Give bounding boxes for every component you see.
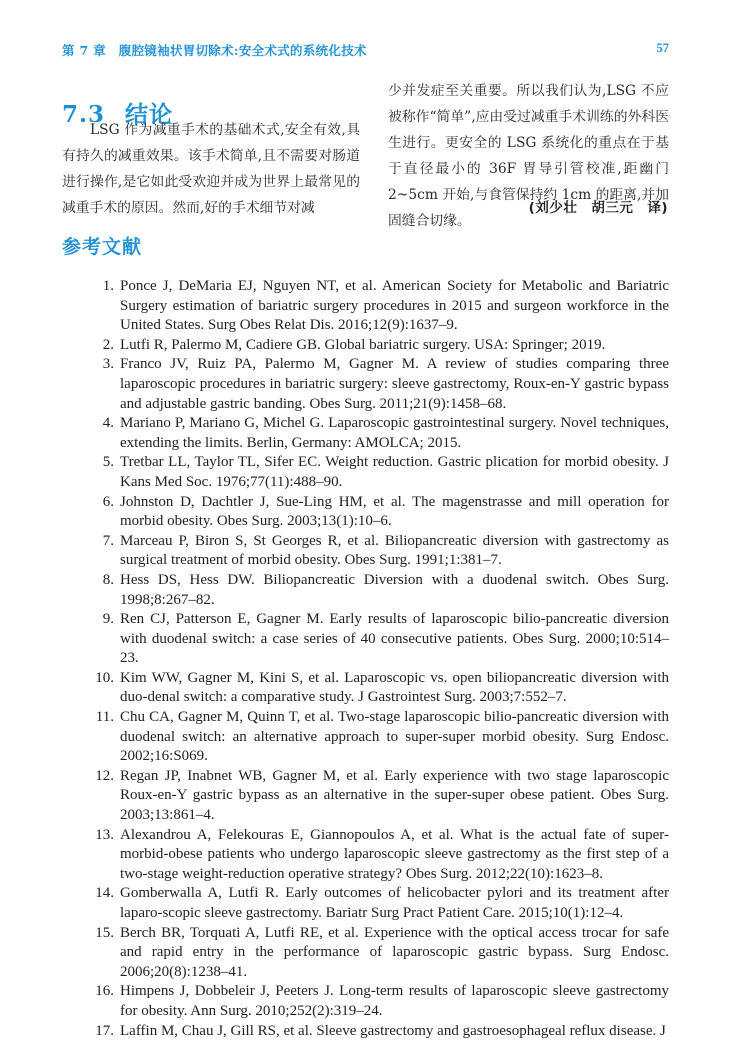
reference-number: 16.: [95, 983, 114, 1000]
reference-number: 9.: [102, 611, 114, 628]
reference-text: Regan JP, Inabnet WB, Gagner M, et al. Early experience with two stage laparoscopic Roux-en-Y gastric bypass as an alternative in the super-super obese patient. Obes Surg. 2003;13:861–4.: [120, 767, 669, 824]
reference-number: 15.: [95, 924, 114, 941]
translator-credit: (刘少壮 胡三元 译): [528, 200, 668, 216]
reference-number: 8.: [102, 571, 114, 588]
section-title: 结论: [125, 101, 174, 128]
reference-number: 1.: [102, 278, 114, 294]
references-heading: 参考文献: [62, 236, 143, 258]
reference-text: Johnston D, Dachtler J, Sue-Ling HM, et al. The magenstrasse and mill operation for morbid obesity. Obes Surg. 2003;13(1):10–6.: [120, 493, 669, 530]
reference-item: [84, 826, 669, 885]
reference-item: [84, 1022, 669, 1041]
page-number: 57: [656, 41, 669, 55]
reference-number: 7.: [102, 532, 114, 549]
reference-item: [84, 708, 669, 767]
reference-number: 4.: [102, 415, 114, 432]
reference-text: Franco JV, Ruiz PA, Palermo M, Gagner M. A review of studies comparing three laparoscopic procedures in bariatric surgery: sleeve gastrectomy, Roux-en-Y gastric bypass and adjustable gastric banding. Obes Surg. 2011;21(9):1458–68.: [120, 356, 669, 412]
reference-text: Lutfi R, Palermo M, Cadiere GB. Global bariatric surgery. USA: Springer; 2019.: [120, 336, 606, 353]
reference-text: Chu CA, Gagner M, Quinn T, et al. Two-stage laparoscopic bilio-pancreatic diversion with duodenal switch: an alternative approach to super-super morbid obesity. Surg Endosc. 2002;16:S069.: [120, 709, 669, 765]
body-column-left: [62, 117, 360, 221]
reference-text: Tretbar LL, Taylor TL, Sifer EC. Weight reduction. Gastric plication for morbid obesity. J Kans Med Soc. 1976;77(11):488–90.: [120, 454, 669, 490]
reference-number: 17.: [95, 1022, 114, 1039]
reference-number: 5.: [102, 454, 114, 471]
reference-number: 6.: [102, 493, 114, 510]
reference-text: Laffin M, Chau J, Gill RS, et al. Sleeve gastrectomy and gastroesophageal reflux disease. J: [120, 1022, 666, 1039]
reference-item: [84, 982, 669, 1021]
reference-item: [84, 355, 669, 414]
reference-item: [84, 924, 669, 983]
running-header: [62, 41, 668, 61]
reference-text: Gomberwalla A, Lutfi R. Early outcomes of helicobacter pylori and its treatment after laparo-scopic sleeve gastrectomy. Bariatr Surg Pract Patient Care. 2015;10(1):12–4.: [120, 885, 669, 921]
reference-text: Ren CJ, Patterson E, Gagner M. Early results of laparoscopic bilio-pancreatic diversion with duodenal switch: a case series of 40 consecutive patients. Obes Surg. 2000;10:514–23.: [120, 611, 669, 667]
reference-item: [84, 493, 669, 532]
reference-text: Himpens J, Dobbeleir J, Peeters J. Long-term results of laparoscopic sleeve gastrectomy for obesity. Ann Surg. 2010;252(2):319–24.: [120, 983, 669, 1019]
reference-number: 14.: [95, 885, 114, 902]
reference-text: Berch BR, Torquati A, Lutfi RE, et al. Experience with the optical access trocar for safe and rapid entry in the performance of laparoscopic gastric bypass. Surg Endosc. 2006;20(8):1238–41.: [120, 924, 669, 980]
reference-item: [84, 610, 669, 669]
reference-number: 11.: [95, 709, 114, 726]
reference-number: 2.: [102, 336, 114, 353]
reference-text: Hess DS, Hess DW. Biliopancreatic Diversion with a duodenal switch. Obes Surg. 1998;8:267–82.: [120, 571, 669, 608]
conclusion-paragraph-part1: LSG 作为减重手术的基础术式,安全有效,具有持久的减重效果。该手术简单,且不需要对肠道进行操作,是它如此受欢迎并成为世界上最常见的减重手术的原因。然而,好的手术细节对减: [62, 122, 360, 216]
reference-text: Marceau P, Biron S, St Georges R, et al. Biliopancreatic diversion with gastrectomy as surgical treatment of morbid obesity. Obes Surg. 1991;1:381–7.: [120, 532, 669, 569]
reference-number: 3.: [102, 356, 114, 373]
conclusion-paragraph-part2: 少并发症至关重要。所以我们认为,LSG 不应被称作“简单”,应由受过减重手术训练的外科医生进行。更安全的 LSG 系统化的重点在于基于直径最小的 36F 胃导引管校准,距幽门 2~5cm 开始,与食管保持约 1cm 的距离,并加固缝合切缘。: [388, 83, 669, 229]
reference-number: 10.: [95, 669, 114, 686]
section-number: 7.3: [62, 101, 106, 128]
reference-text: Kim WW, Gagner M, Kini S, et al. Laparoscopic vs. open biliopancreatic diversion with duo-denal switch: a comparative study. J Gastrointest Surg. 2003;7:552–7.: [120, 669, 669, 706]
reference-item: [84, 767, 669, 826]
reference-number: 12.: [95, 767, 114, 784]
reference-item: [84, 571, 669, 610]
reference-item: [84, 336, 669, 356]
reference-text: Ponce J, DeMaria EJ, Nguyen NT, et al. American Society for Metabolic and Bariatric Surgery estimation of bariatric surgery procedures in 2015 and surgeon workforce in the United States. Surg Obes Relat Dis. 2016;12(9):1637–9.: [120, 278, 669, 334]
reference-item: [84, 453, 669, 492]
reference-item: [84, 884, 669, 923]
references-list: [84, 277, 669, 1041]
reference-text: Mariano P, Mariano G, Michel G. Laparoscopic gastrointestinal surgery. Novel techniques, extending the limits. Berlin, Germany: AMOLCA; 2015.: [120, 415, 669, 451]
reference-item: [84, 532, 669, 571]
reference-item: [84, 277, 669, 336]
reference-item: [84, 414, 669, 453]
reference-text: Alexandrou A, Felekouras E, Giannopoulos A, et al. What is the actual fate of super-morbid-obese patients who undergo laparoscopic sleeve gastrectomy as the first step of a two-stage weight-reduction operative strategy? Obes Surg. 2012;22(10):1623–8.: [120, 826, 669, 882]
reference-number: 13.: [95, 826, 114, 843]
chapter-title: 第 7 章 腹腔镜袖状胃切除术:安全术式的系统化技术: [62, 43, 367, 58]
reference-item: [84, 669, 669, 708]
